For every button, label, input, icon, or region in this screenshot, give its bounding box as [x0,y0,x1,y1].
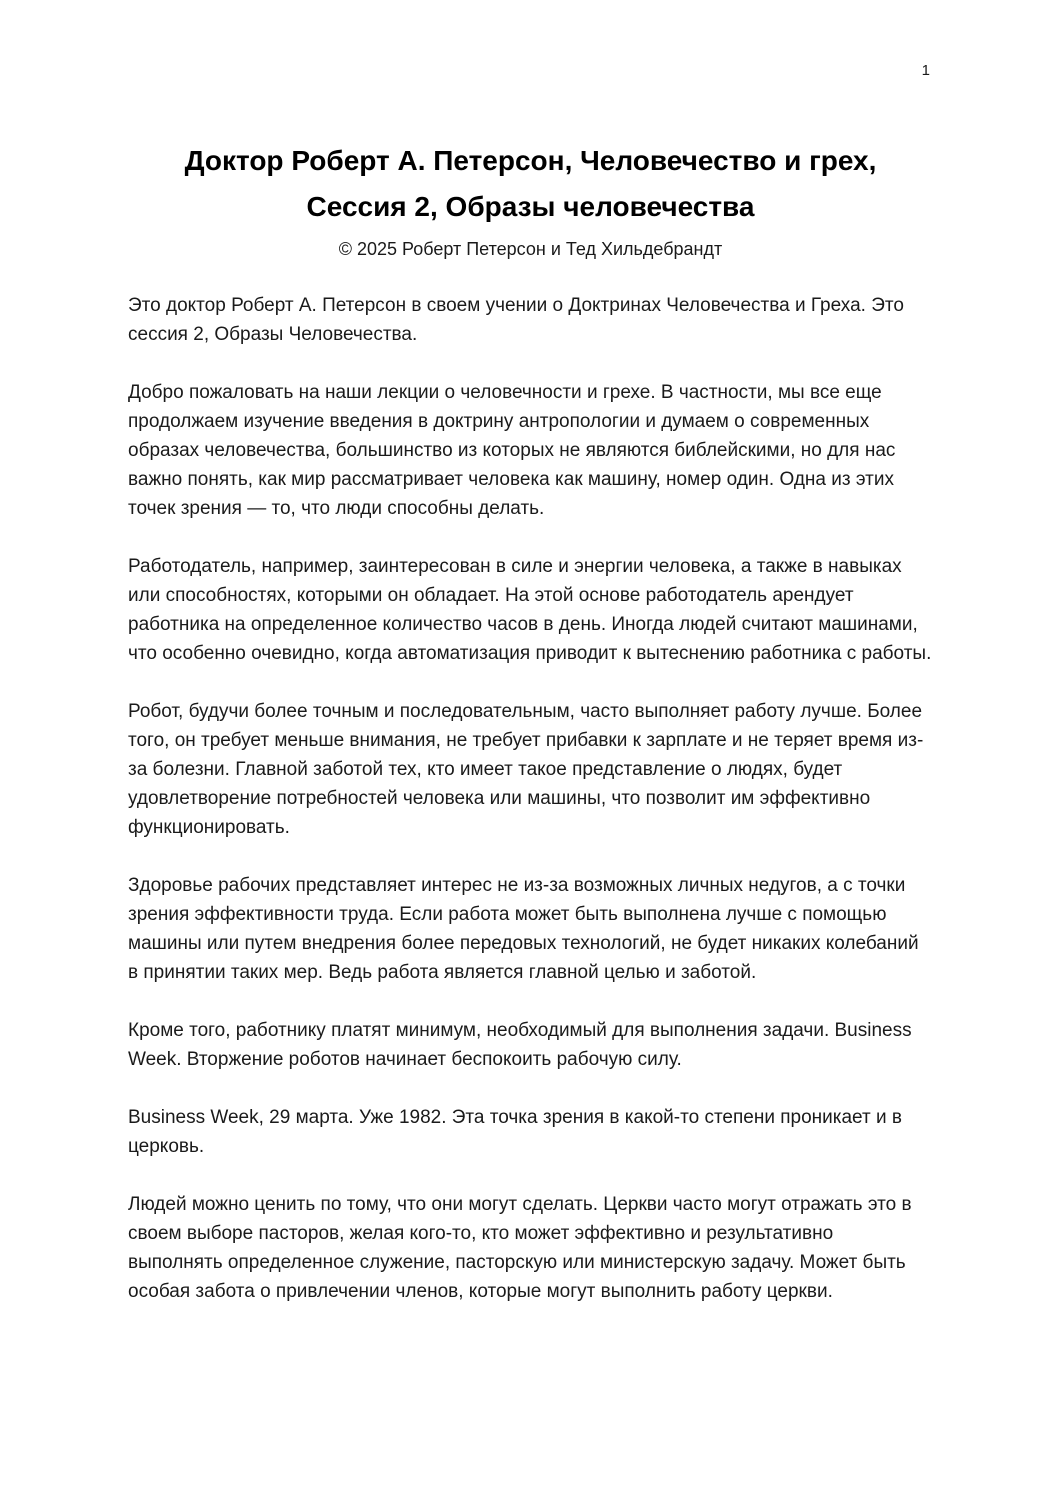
paragraph-5: Здоровье рабочих представляет интерес не из-за возможных личных недугов, а с точки зрения эффективности труда. Если работа может быть выполнена лучше с помощью машины или путем внедрения более передовых технологий, не будет никаких колебаний в принятии таких мер. Ведь работа является главной целью и заботой. [128,875,919,983]
paragraph-2: Добро пожаловать на наши лекции о человечности и грехе. В частности, мы все еще продолжаем изучение введения в доктрину антропологии и думаем о современных образах человечества, большинство из которых не являются библейскими, но для нас важно понять, как мир рассматривает человека как машину, номер один. Одна из этих точек зрения — то, что люди способны делать. [128,382,896,519]
copyright-line: © 2025 Роберт Петерсон и Тед Хильдебрандт [338,239,723,259]
paragraph-4: Робот, будучи более точным и последовательным, часто выполняет работу лучше. Более того, он требует меньше внимания, не требует прибавки к зарплате и не теряет время из-за болезни. Главной заботой тех, кто имеет такое представление о людях, будет удовлетворение потребностей человека или машины, что позволит им эффективно функционировать. [128,701,924,838]
document-body [128,291,933,1306]
title-line-2: Сессия 2, Образы человечества [306,191,755,222]
document-title [128,138,933,230]
paragraph-6: Кроме того, работнику платят минимум, необходимый для выполнения задачи. Business Week. Вторжение роботов начинает беспокоить рабочую силу. [128,1020,912,1070]
title-line-1: Доктор Роберт А. Петерсон, Человечество и грех, [184,145,877,176]
paragraph-1: Это доктор Роберт А. Петерсон в своем учении о Доктринах Человечества и Греха. Это сессия 2, Образы Человечества. [128,295,904,345]
page-number: 1 [921,62,930,79]
paragraph-7: Business Week, 29 марта. Уже 1982. Эта точка зрения в какой-то степени проникает и в церковь. [128,1107,902,1157]
paragraph-3: Работодатель, например, заинтересован в силе и энергии человека, а также в навыках или способностях, которыми он обладает. На этой основе работодатель арендует работника на определенное количество часов в день. Иногда людей считают машинами, что особенно очевидно, когда автоматизация приводит к вытеснению работника с работы. [128,556,932,664]
paragraph-8: Людей можно ценить по тому, что они могут сделать. Церкви часто могут отражать это в своем выборе пасторов, желая кого-то, кто может эффективно и результативно выполнять определенное служение, пасторскую или министерскую задачу. Может быть особая забота о привлечении членов, которые могут выполнить работу церкви. [128,1194,912,1302]
